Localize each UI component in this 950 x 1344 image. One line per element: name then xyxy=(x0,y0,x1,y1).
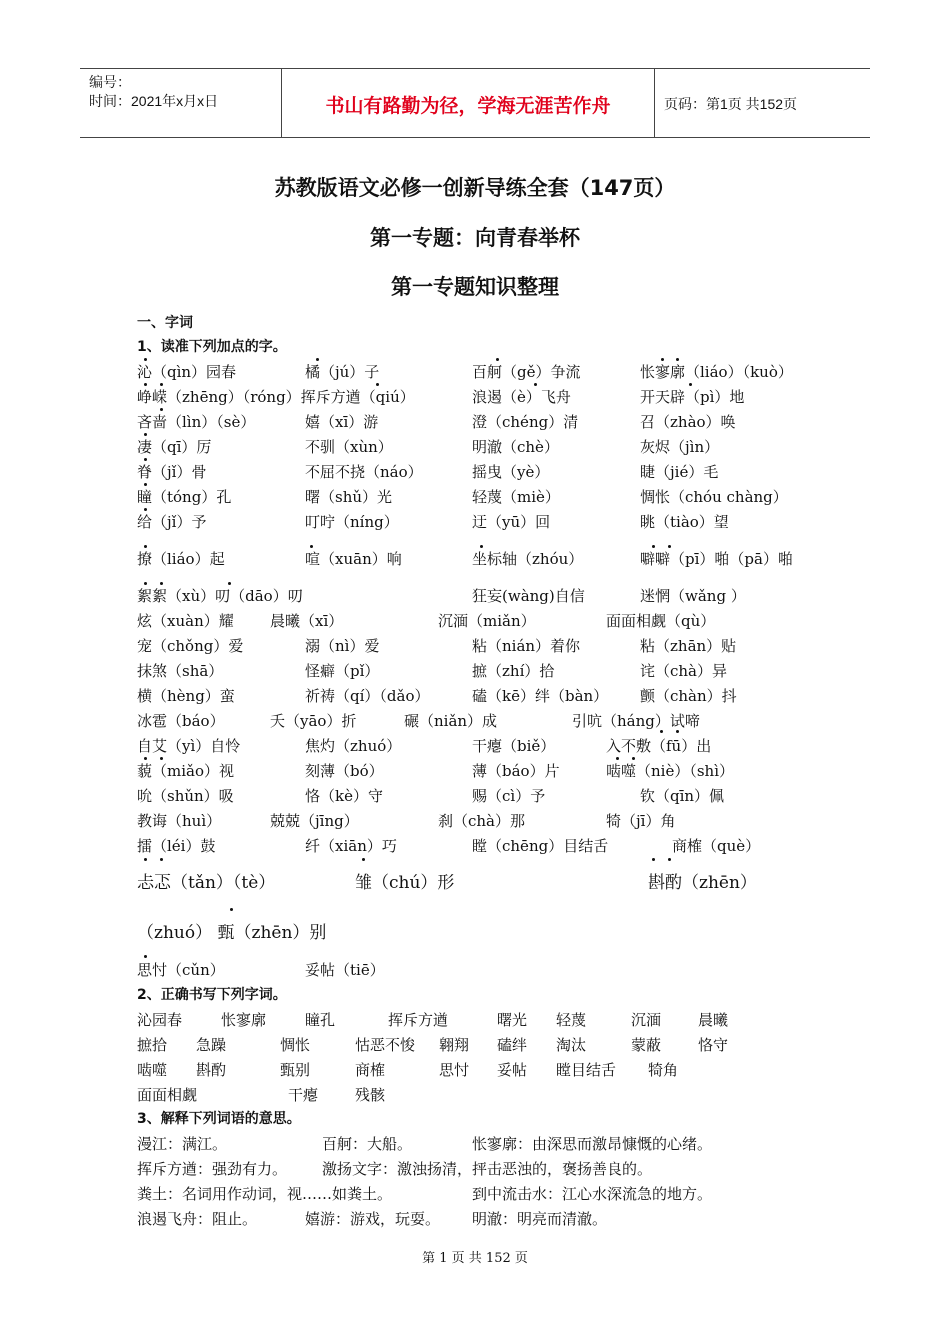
pinyin-row xyxy=(0,734,950,758)
definition-item: 百舸：大船。 xyxy=(322,1135,413,1153)
pinyin-item: 撩（liáo）起 xyxy=(137,550,225,568)
writing-word: 翱翔 xyxy=(439,1036,470,1054)
definition-item: 怅寥廓：由深思而激昂慷慨的心绪。 xyxy=(472,1135,713,1153)
emphasis-dot xyxy=(144,383,147,386)
pinyin-row xyxy=(0,684,950,708)
pinyin-row xyxy=(0,921,950,945)
motto: 书山有路勤为径，学海无涯苦作舟 xyxy=(325,95,611,117)
emphasis-dot xyxy=(534,383,537,386)
time-label: 时间：2021年x月x日 xyxy=(89,93,219,109)
header-info-cell xyxy=(80,69,282,137)
pinyin-item: 摇曳（yè） xyxy=(472,463,550,481)
pinyin-item: 刹（chà）那 xyxy=(438,812,526,830)
pinyin-item: 晨曦（xī） xyxy=(270,612,344,630)
writing-word: 惆怅 xyxy=(280,1036,311,1054)
definition-item: 到中流击水：江心水深流急的地方。 xyxy=(472,1185,713,1203)
pinyin-row xyxy=(0,709,950,733)
pinyin-item: 面面相觑（qù） xyxy=(606,612,716,630)
topic-title: 第一专题：向青春举杯 xyxy=(370,226,580,250)
pinyin-item: 自艾（yì）自怜 xyxy=(137,737,241,755)
header-page-cell xyxy=(655,69,869,137)
pinyin-item: 睫（jié）毛 xyxy=(640,463,719,481)
emphasis-dot xyxy=(676,358,679,361)
emphasis-dot xyxy=(676,730,679,733)
pinyin-item: 沁（qìn）园春 xyxy=(137,363,237,381)
writing-word: 怙恶不悛 xyxy=(355,1036,416,1054)
emphasis-dot xyxy=(144,545,147,548)
pinyin-row xyxy=(0,759,950,783)
definition-item: 挥斥方遒：强劲有力。 xyxy=(137,1160,288,1178)
pinyin-item: 曙（shǔ）光 xyxy=(305,488,393,506)
emphasis-dot xyxy=(144,458,147,461)
definition-item: 漫江：满江。 xyxy=(137,1135,228,1153)
pinyin-item: 叮咛（níng） xyxy=(305,513,399,531)
writing-word: 沁园春 xyxy=(137,1011,183,1029)
main-title: 苏教版语文必修一创新导练全套（147页） xyxy=(274,176,676,200)
writing-word: 轻蔑 xyxy=(556,1011,587,1029)
pinyin-row xyxy=(0,584,950,608)
pinyin-item: 恪（kè）守 xyxy=(305,787,383,805)
pinyin-item: 粘（nián）着你 xyxy=(472,637,581,655)
pinyin-item: 惆怅（chóu chàng） xyxy=(640,488,788,506)
emphasis-dot xyxy=(144,483,147,486)
pinyin-item: 不驯（xùn） xyxy=(305,438,393,456)
section-title: 第一专题知识整理 xyxy=(391,275,559,299)
pinyin-item: 摭（zhí）拾 xyxy=(472,662,555,680)
pinyin-item: 怅寥廓（liáo）（kuò） xyxy=(640,363,793,381)
writing-word: 蒙蔽 xyxy=(631,1036,662,1054)
definition-item: 明澈：明亮而清澈。 xyxy=(472,1210,608,1228)
pinyin-row xyxy=(0,609,950,633)
emphasis-dot xyxy=(144,433,147,436)
writing-word: 思忖 xyxy=(439,1061,470,1079)
pinyin-item: 祈祷（qí）（dǎo） xyxy=(305,687,430,705)
pinyin-row xyxy=(0,385,950,409)
emphasis-dot xyxy=(632,757,635,760)
pinyin-item-prefix: 思 xyxy=(137,961,153,979)
pinyin-item: 颤（chàn）抖 xyxy=(640,687,737,705)
pinyin-item: 灰烬（jìn） xyxy=(640,438,720,456)
pinyin-item: 百舸（gě）争流 xyxy=(472,363,581,381)
pinyin-row xyxy=(0,634,950,658)
code-label: 编号： xyxy=(89,74,131,90)
pinyin-item: 开天辟（pì）地 xyxy=(640,388,745,406)
writing-word: 斟酌 xyxy=(196,1061,227,1079)
writing-word: 挥斥方遒 xyxy=(388,1011,449,1029)
emphasis-dot xyxy=(160,757,163,760)
pinyin-item: 赐（cì）予 xyxy=(472,787,546,805)
pinyin-item: 抹煞（shā） xyxy=(137,662,224,680)
pinyin-item: 怪癖（pǐ） xyxy=(305,662,380,680)
pinyin-item: 狂妄(wàng)自信 xyxy=(472,587,585,605)
pinyin-item: 橘（jú）子 xyxy=(305,363,380,381)
pinyin-item: 吝啬（lìn）（sè） xyxy=(137,413,256,431)
page-footer: 第 1 页 共 152 页 xyxy=(422,1251,528,1266)
emphasis-dot xyxy=(362,858,365,861)
emphasis-dot xyxy=(668,545,671,548)
pinyin-item: 迂（yū）回 xyxy=(472,513,551,531)
writing-word: 妥帖 xyxy=(497,1061,528,1079)
pinyin-row xyxy=(0,460,950,484)
pinyin-item: 噼噼（pī）啪（pā）啪 xyxy=(640,550,793,568)
pinyin-row xyxy=(0,435,950,459)
emphasis-dot xyxy=(616,757,619,760)
writing-word: 沉湎 xyxy=(631,1011,662,1029)
writing-word: 晨曦 xyxy=(698,1011,729,1029)
writing-word: 淘汰 xyxy=(556,1036,587,1054)
question-1: 1、读准下列加点的字。 xyxy=(137,339,287,355)
question-2: 2、正确书写下列字词。 xyxy=(137,987,287,1003)
definition-item: 浪遏飞舟：阻止。 xyxy=(137,1210,258,1228)
writing-word: 商榷 xyxy=(355,1061,386,1079)
pinyin-item: 坐标轴（zhóu） xyxy=(472,550,584,568)
writing-word: 恪守 xyxy=(698,1036,729,1054)
emphasis-dot xyxy=(660,730,663,733)
pinyin-item: 引吭（háng）试啼 xyxy=(572,712,700,730)
pinyin-item: 啮噬（niè）（shì） xyxy=(606,762,734,780)
pinyin-item: 峥嵘（zhēng）（róng）挥斥方遒（qiú） xyxy=(137,388,415,406)
pinyin-row xyxy=(0,871,950,895)
pinyin-item: 犄（jī）角 xyxy=(606,812,676,830)
pinyin-item: 妥帖（tiē） xyxy=(305,961,385,979)
pinyin-item: 夭（yāo）折 xyxy=(270,712,357,730)
definition-item: 激扬文字：激浊扬清，抨击恶浊的，褒扬善良的。 xyxy=(322,1160,653,1178)
page-header xyxy=(80,68,870,138)
emphasis-dot xyxy=(480,545,483,548)
writing-word: 怅寥廓 xyxy=(221,1011,267,1029)
pinyin-item: 溺（nì）爱 xyxy=(305,637,380,655)
writing-word: 磕绊 xyxy=(497,1036,528,1054)
emphasis-dot xyxy=(689,383,692,386)
pinyin-row xyxy=(0,485,950,509)
writing-word: 面面相觑 xyxy=(137,1086,198,1104)
emphasis-dot xyxy=(144,858,147,861)
pinyin-row xyxy=(0,659,950,683)
pinyin-item: 擂（léi）鼓 xyxy=(137,837,216,855)
emphasis-dot xyxy=(144,358,147,361)
pinyin-row xyxy=(0,958,950,982)
emphasis-dot xyxy=(652,858,655,861)
emphasis-dot xyxy=(316,358,319,361)
pinyin-item: 眺（tiào）望 xyxy=(640,513,729,531)
writing-word: 曙光 xyxy=(497,1011,528,1029)
pinyin-item: 藐（miǎo）视 xyxy=(137,762,234,780)
pinyin-item: 纤（xiān）巧 xyxy=(305,837,397,855)
pinyin-item: 凄（qī）厉 xyxy=(137,438,212,456)
emphasis-dot xyxy=(652,545,655,548)
emphasis-dot xyxy=(310,545,313,548)
pinyin-item: 明澈（chè） xyxy=(472,438,559,456)
emphasis-dot xyxy=(228,582,231,585)
pinyin-item: 絮絮（xù）叨（dāo）叨 xyxy=(137,587,303,605)
pinyin-item: 刻薄（bó） xyxy=(305,762,384,780)
writing-word: 残骸 xyxy=(355,1086,386,1104)
pinyin-item: 吮（shǔn）吸 xyxy=(137,787,234,805)
header-motto-cell xyxy=(282,69,655,137)
pinyin-item: 浪遏（è）飞舟 xyxy=(472,388,571,406)
pinyin-item: 入不敷（fū）出 xyxy=(606,737,712,755)
pinyin-item: 瞳（tóng）孔 xyxy=(137,488,232,506)
emphasis-dot xyxy=(376,383,379,386)
emphasis-dot xyxy=(160,408,163,411)
pinyin-item: （zhuó） 甄（zhēn）别 xyxy=(137,923,327,943)
pinyin-row xyxy=(0,834,950,858)
pinyin-item xyxy=(137,958,225,982)
definition-item: 嬉游：游戏，玩耍。 xyxy=(305,1210,441,1228)
pinyin-item: 不屈不挠（náo） xyxy=(305,463,423,481)
pinyin-item: 横（hèng）蛮 xyxy=(137,687,235,705)
emphasis-dot xyxy=(160,858,163,861)
pinyin-item: 雏（chú）形 xyxy=(355,873,455,893)
emphasis-dot xyxy=(661,358,664,361)
pinyin-item: 钦（qīn）佩 xyxy=(640,787,725,805)
pinyin-item: 瞠（chēng）目结舌 xyxy=(472,837,609,855)
pinyin-row xyxy=(0,410,950,434)
emphasis-dot xyxy=(668,858,671,861)
pinyin-item: 炫（xuàn）耀 xyxy=(137,612,234,630)
pinyin-item: 薄（báo）片 xyxy=(472,762,560,780)
pinyin-item: 忐忑（tǎn）（tè） xyxy=(137,873,276,893)
pinyin-row xyxy=(0,809,950,833)
pinyin-item: 喧（xuān）响 xyxy=(305,550,402,568)
emphasis-dot xyxy=(144,757,147,760)
pinyin-item: 干瘪（biě） xyxy=(472,737,556,755)
emphasis-dot xyxy=(144,955,147,958)
pinyin-item: 轻蔑（miè） xyxy=(472,488,560,506)
writing-word: 瞳孔 xyxy=(305,1011,336,1029)
pinyin-row xyxy=(0,510,950,534)
pinyin-item: 碾（niǎn）成 xyxy=(404,712,498,730)
emphasis-dot xyxy=(230,908,233,911)
pinyin-item: 迷惘（wǎng ） xyxy=(640,587,746,605)
pinyin-item: 澄（chéng）清 xyxy=(472,413,579,431)
question-3: 3、解释下列词语的意思。 xyxy=(137,1111,301,1127)
emphasis-dot xyxy=(144,508,147,511)
writing-word: 摭拾 xyxy=(137,1036,168,1054)
pinyin-item: 兢兢（jīng） xyxy=(270,812,359,830)
emphasis-dot xyxy=(496,358,499,361)
definition-item: 粪土：名词用作动词，视……如粪土。 xyxy=(137,1185,393,1203)
writing-word: 犄角 xyxy=(648,1061,679,1079)
pinyin-item: 嬉（xī）游 xyxy=(305,413,379,431)
emphasis-dot xyxy=(144,582,147,585)
pinyin-item: 冰雹（báo） xyxy=(137,712,225,730)
writing-word: 啮噬 xyxy=(137,1061,168,1079)
pinyin-item: 宠（chǒng）爱 xyxy=(137,637,244,655)
pinyin-item: 磕（kē）绊（bàn） xyxy=(472,687,609,705)
pinyin-item-rest: 忖（cǔn） xyxy=(152,961,225,979)
emphasis-dot xyxy=(160,582,163,585)
pinyin-item: 焦灼（zhuó） xyxy=(305,737,402,755)
pinyin-item: 脊（jǐ）骨 xyxy=(137,463,207,481)
pinyin-item: 商榷（què） xyxy=(672,837,761,855)
pinyin-row xyxy=(0,360,950,384)
emphasis-dot xyxy=(160,383,163,386)
writing-word: 甄别 xyxy=(280,1061,311,1079)
pinyin-row xyxy=(0,784,950,808)
writing-word: 干瘪 xyxy=(288,1086,319,1104)
pinyin-row xyxy=(0,547,950,571)
writing-word: 瞠目结舌 xyxy=(556,1061,617,1079)
page-code: 页码：第1页 共152页 xyxy=(664,96,798,112)
pinyin-item: 沉湎（miǎn） xyxy=(438,612,536,630)
writing-word: 急躁 xyxy=(196,1036,227,1054)
pinyin-item: 诧（chà）异 xyxy=(640,662,728,680)
part-heading: 一、字词 xyxy=(137,315,193,331)
pinyin-item: 召（zhào）唤 xyxy=(640,413,736,431)
pinyin-item: 斟酌（zhēn） xyxy=(648,873,757,893)
pinyin-item: 给（jǐ）予 xyxy=(137,513,207,531)
pinyin-item: 粘（zhān）贴 xyxy=(640,637,737,655)
pinyin-item: 教诲（huì） xyxy=(137,812,222,830)
